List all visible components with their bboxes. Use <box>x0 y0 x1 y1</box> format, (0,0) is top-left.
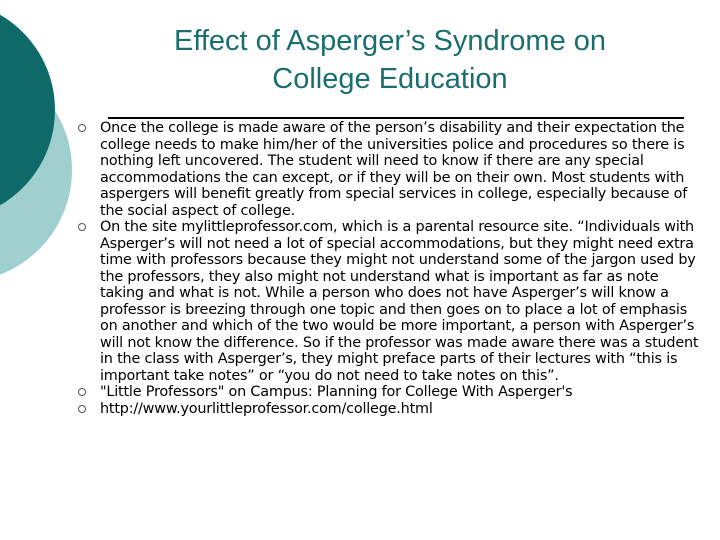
hollow-circle-bullet-icon <box>78 223 86 231</box>
hollow-circle-bullet-icon <box>78 405 86 413</box>
slide-title-line-1: Effect of Asperger’s Syndrome on <box>173 25 607 57</box>
bullet-item <box>78 384 700 401</box>
bullet-text: Once the college is made aware of the person’s disability and their expectation the college needs to make him/her of the universities police and procedures so there is nothing left uncovered. The student will need to know if there are any special accommodations the can except, or if they will be on their own. Most students with aspergers will benefit greatly from special services in college, especially because of the social aspect of college. <box>100 120 688 219</box>
hollow-circle-bullet-icon <box>78 388 86 396</box>
slide-title-line-2: College Education <box>272 63 508 95</box>
bullet-link-text: http://www.yourlittleprofessor.com/college.html <box>100 400 433 417</box>
hollow-circle-bullet-icon <box>78 124 86 132</box>
bullet-text: On the site mylittleprofessor.com, which is a parental resource site. “Individuals with Asperger’s will not need a lot of special accommodations, but they might need extra time with professors because they might not understand some of the jargon used by the professors, they also might not understand what is important as far as note taking and what is not. While a person who does not have Asperger’s will know a professor is breezing through one topic and then goes on to place a lot of emphasis on another and which of the two would be more important, a person with Asperger’s will not know the difference. So if the professor was made aware there was a student in the class with Asperger’s, they might preface parts of their lectures with “this is important take notes” or “you do not need to take notes on this”. <box>100 219 699 384</box>
slide-title <box>120 22 660 98</box>
title-underline <box>108 117 684 119</box>
bullet-text: "Little Professors" on Campus: Planning for College With Asperger's <box>100 384 573 400</box>
bullet-list <box>78 120 700 417</box>
bullet-item <box>78 219 700 384</box>
bullet-item <box>78 120 700 219</box>
bullet-item <box>78 401 700 418</box>
